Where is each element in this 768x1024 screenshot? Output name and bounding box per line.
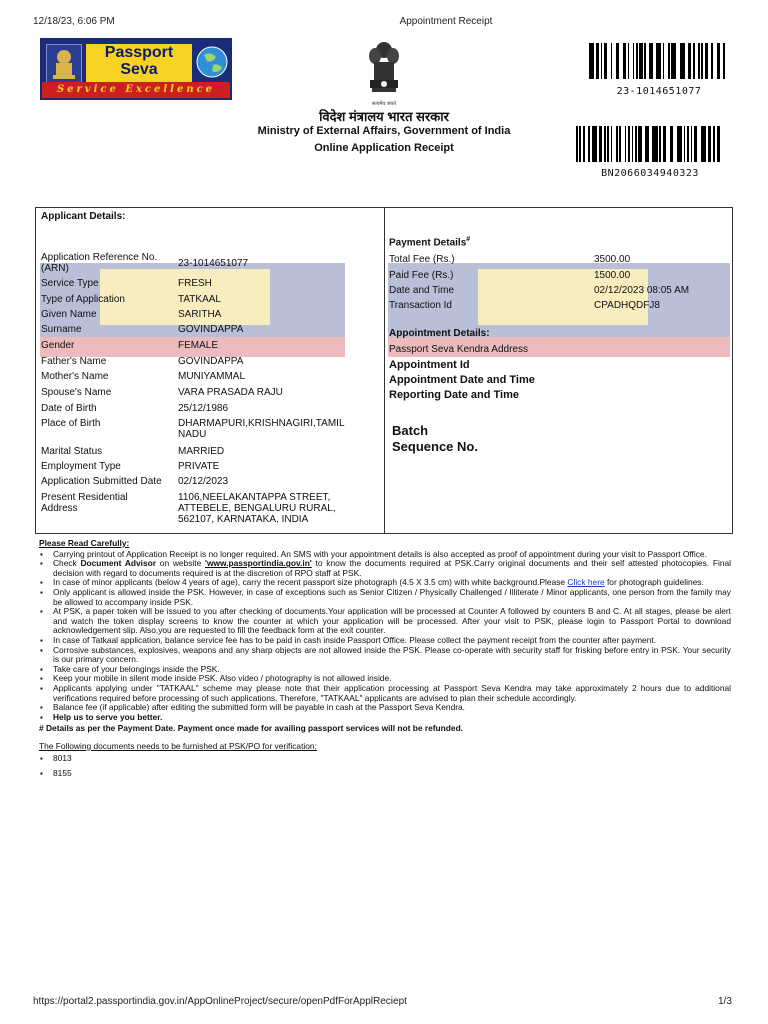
instruction-item: ▪ Help us to serve you better. xyxy=(53,713,731,723)
instruction-text: In case of minor applicants (below 4 years of age), carry the recent passport size photograph (4.5 X 3.5 cm) with white background.Please xyxy=(53,577,568,588)
documents-title: The Following documents needs to be furnished at PSK/PO for verification: xyxy=(39,740,317,751)
lion-capital-icon xyxy=(367,40,401,96)
place-of-birth-label: Place of Birth xyxy=(41,418,101,429)
arn-barcode xyxy=(589,43,729,79)
applicant-section-title: Applicant Details: xyxy=(41,211,126,222)
print-page-title: Appointment Receipt xyxy=(399,16,493,27)
father-name-value: GOVINDAPPA xyxy=(178,356,244,367)
instruction-item: ▪ Corrosive substances, explosives, weapons and any sharp objects are not allowed inside the PSK. Please co-operate with security staff for frisking before entry in PSK. Your security is our primary concern. xyxy=(53,646,731,665)
globe-icon xyxy=(194,43,230,81)
payment-title-mark: # xyxy=(466,236,471,243)
dob-value: 25/12/1986 xyxy=(178,403,229,414)
instruction-item: ▪ Applicants applying under "TATKAAL" scheme may please note that their application processing at Passport Seva Kendra may take approximately 2 hours due to additional verifications required before processing of such applications. Therefore, "TATKAAL" applicants are advised to plan their schedule accordingly. xyxy=(53,684,731,703)
payment-datetime-label: Date and Time xyxy=(389,285,455,296)
print-page-number: 1/3 xyxy=(718,996,732,1007)
gender-label: Gender xyxy=(41,340,75,351)
employment-type-label: Employment Type xyxy=(41,461,121,472)
instructions-section xyxy=(39,539,731,779)
instruction-item: ▪ Only applicant is allowed inside the PSK. However, in case of exceptions such as Senior Citizen / Physically Challenged / Illiterate / Minor applicants, one person from the family may be allowed to accompany inside PSK. xyxy=(53,588,731,607)
receipt-heading: Online Application Receipt xyxy=(314,142,454,154)
document-item: ▪ 8155 xyxy=(53,769,731,779)
batch-line2: Sequence No. xyxy=(392,439,478,454)
total-fee-value: 3500.00 xyxy=(594,254,631,265)
reporting-datetime-label: Reporting Date and Time xyxy=(389,389,519,401)
payment-section-title xyxy=(389,236,470,248)
instruction-item: ▪ In case of Tatkaal application, balance service fee has to be paid in cash inside Passport Office. Please collect the payment receipt from the counter after payment. xyxy=(53,636,731,646)
instruction-item: ▪ At PSK, a paper token will be issued to you after checking of documents.Your application will be processed at Counter A followed by counters B and C. At all stages, please be alert and watch the token display screens to know the counter at which your application will be processed. After your visit to PSK, please login to Passport Portal to download acknowledgement slip. Also,you are requested to fill the feedback form at the exit counter. xyxy=(53,607,731,636)
payment-datetime-value: 02/12/2023 08:05 AM xyxy=(594,285,690,296)
barcode-bar xyxy=(725,43,728,79)
logo-brand-line1: Passport xyxy=(104,44,174,61)
paid-fee-value: 1500.00 xyxy=(594,270,631,281)
appointment-datetime-label: Appointment Date and Time xyxy=(389,374,535,386)
arn-barcode-text: 23-1014651077 xyxy=(616,86,702,97)
instructions-title: Please Read Carefully: xyxy=(39,538,130,548)
website-text: 'www.passportindia.gov.in' xyxy=(204,558,312,569)
transaction-id-value: CPADHQDFJ8 xyxy=(594,300,660,311)
instruction-text: for photograph guidelines. xyxy=(604,577,704,588)
bn-barcode-text: BN2066034940323 xyxy=(601,168,699,179)
mother-name-value: MUNIYAMMAL xyxy=(178,371,246,382)
passport-seva-logo xyxy=(40,38,232,100)
spouse-name-value: VARA PRASADA RAJU xyxy=(178,387,283,398)
national-emblem-icon xyxy=(46,44,82,84)
address-label: Present Residential Address xyxy=(41,492,128,514)
surname-value: GOVINDAPPA xyxy=(178,324,244,335)
instruction-text: on website xyxy=(156,558,205,569)
arn-value: 23-1014651077 xyxy=(178,258,249,269)
father-name-label: Father's Name xyxy=(41,356,107,367)
transaction-id-label: Transaction Id xyxy=(389,300,452,311)
employment-type-value: PRIVATE xyxy=(178,461,220,472)
submitted-date-value: 02/12/2023 xyxy=(178,476,229,487)
address-value: 1106,NEELAKANTAPPA STREET, ATTEBELE, BENGALURU RURAL, 562107, KARNATAKA, INDIA xyxy=(178,492,336,525)
bn-barcode xyxy=(576,126,732,162)
appointment-section-title: Appointment Details: xyxy=(389,328,490,339)
service-type-value: FRESH xyxy=(178,278,212,289)
total-fee-label: Total Fee (Rs.) xyxy=(389,254,455,265)
submitted-date-label: Application Submitted Date xyxy=(41,476,162,487)
emblem-motto: सत्यमेव जयते xyxy=(371,101,397,107)
application-type-label: Type of Application xyxy=(41,294,125,305)
spouse-name-label: Spouse's Name xyxy=(41,387,112,398)
instruction-item: ▪ Take care of your belongings inside the PSK. xyxy=(53,665,731,675)
mother-name-label: Mother's Name xyxy=(41,371,109,382)
print-datetime: 12/18/23, 6:06 PM xyxy=(33,16,115,27)
ministry-heading: Ministry of External Affairs, Government of India xyxy=(257,125,511,137)
instruction-text: Check xyxy=(53,558,81,569)
instruction-item: ▪ Keep your mobile in silent mode inside PSK. Also video / photography is not allowed inside. xyxy=(53,674,731,684)
application-type-value: TATKAAL xyxy=(178,294,221,305)
dob-label: Date of Birth xyxy=(41,403,97,414)
given-name-label: Given Name xyxy=(41,309,97,320)
instruction-text: to know the documents required at PSK.Carry original documents and their self attested photocopies. Final decision with regard to documents required is at the discretion of RPO staff at PSK. xyxy=(53,558,731,578)
barcode-bar xyxy=(720,126,723,162)
payment-title-text: Payment Details xyxy=(389,237,467,249)
logo-tagline: Service Excellence xyxy=(42,82,230,98)
batch-line1: Batch xyxy=(392,423,429,438)
details-divider xyxy=(384,207,385,534)
surname-label: Surname xyxy=(41,324,82,335)
psk-address-label: Passport Seva Kendra Address xyxy=(389,344,528,355)
instruction-item xyxy=(53,559,731,578)
instruction-item: ▪ Balance fee (if applicable) after editing the submitted form will be payable in cash at the Passport Seva Kendra. xyxy=(53,703,731,713)
given-name-value: SARITHA xyxy=(178,309,222,320)
logo-brand-text xyxy=(86,44,192,82)
service-type-label: Service Type xyxy=(41,278,99,289)
ashoka-emblem xyxy=(367,40,401,107)
photo-guidelines-link[interactable]: Click here xyxy=(567,577,605,588)
document-advisor-text: Document Advisor xyxy=(80,558,157,569)
appointment-id-label: Appointment Id xyxy=(389,359,470,371)
print-url: https://portal2.passportindia.gov.in/AppOnlineProject/secure/openPdfForApplReciept xyxy=(33,996,407,1007)
refund-footnote: # Details as per the Payment Date. Payment once made for availing passport services will not be refunded. xyxy=(39,723,464,734)
hindi-heading: विदेश मंत्रालय भारत सरकार xyxy=(319,109,449,124)
paid-fee-label: Paid Fee (Rs.) xyxy=(389,270,454,281)
instruction-item: ▪ Carrying printout of Application Receipt is no longer required. An SMS with your appointment details is also accepted as proof of appointment during your visit to Passport Office. xyxy=(53,550,731,560)
marital-status-label: Marital Status xyxy=(41,446,103,457)
document-item: ▪ 8013 xyxy=(53,754,731,764)
marital-status-value: MARRIED xyxy=(178,446,225,457)
place-of-birth-value: DHARMAPURI,KRISHNAGIRI,TAMIL NADU xyxy=(178,418,345,440)
gender-value: FEMALE xyxy=(178,340,219,351)
instructions-list xyxy=(39,550,731,723)
batch-sequence-label xyxy=(392,423,478,455)
documents-list xyxy=(39,754,731,778)
arn-label: Application Reference No. (ARN) xyxy=(41,252,158,274)
logo-brand-line2: Seva xyxy=(120,61,158,78)
